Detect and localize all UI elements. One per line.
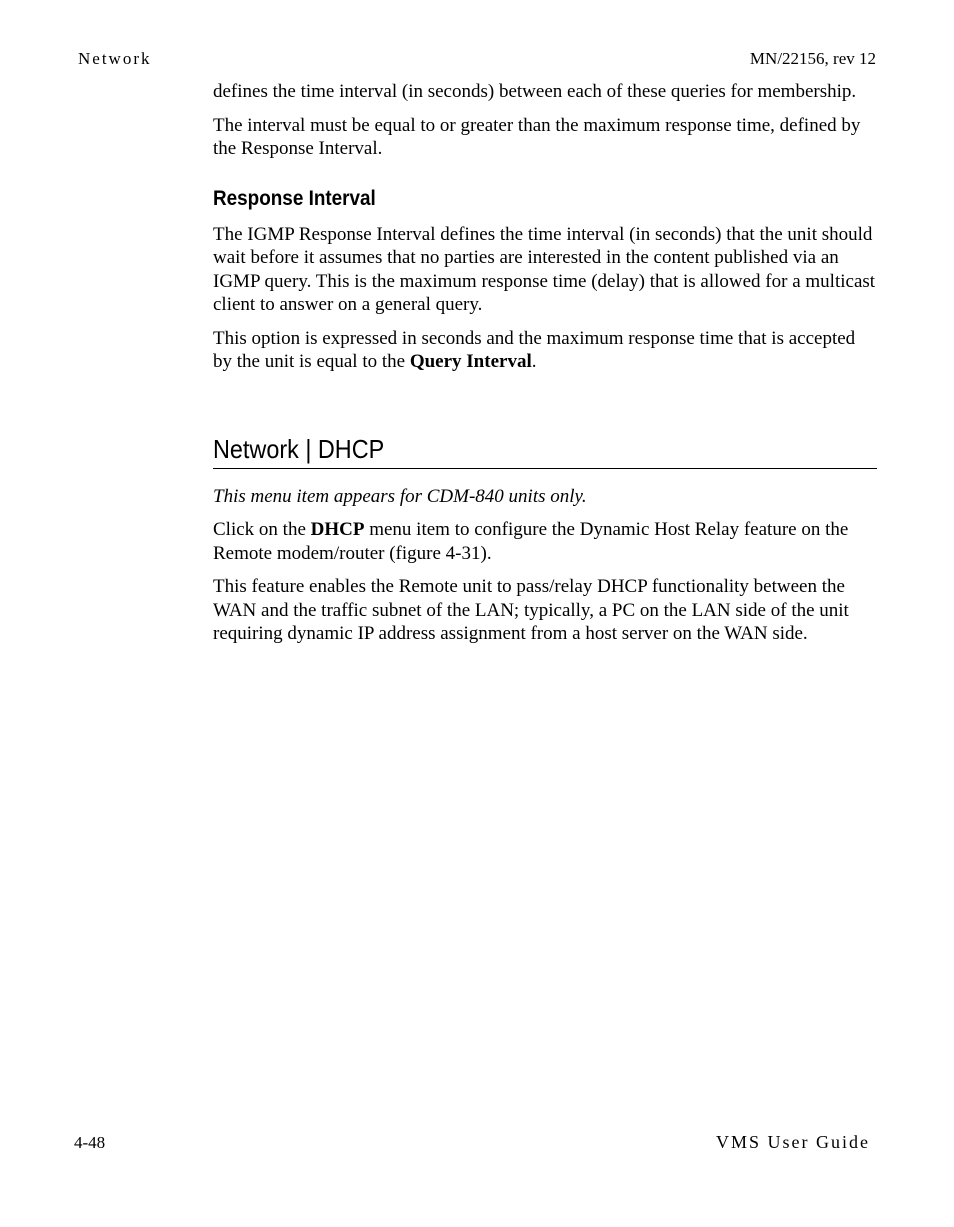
paragraph-dhcp-click — [213, 518, 877, 565]
paragraph-query-interval-cont: defines the time interval (in seconds) between each of these queries for membership. — [213, 81, 857, 102]
text: This option is expressed in seconds and the maximum response time that is accepted by the unit is equal to the — [213, 327, 856, 372]
text: menu item to configure the Dynamic Host Relay feature on the Remote modem/router (figure 4-31). — [213, 519, 849, 564]
paragraph-dhcp-feature: This feature enables the Remote unit to pass/relay DHCP functionality between the WAN and the traffic subnet of the LAN; typically, a PC on the LAN side of the unit requiring dynamic IP address assignment from a host server on the WAN side. — [213, 576, 849, 644]
paragraph-response-interval: The IGMP Response Interval defines the time interval (in seconds) that the unit should wait before it assumes that no parties are interested in the content published via an IGMP query. This is the maximum response time (delay) that is allowed for a multicast client to answer on a general query. — [213, 223, 876, 315]
page-content — [213, 80, 877, 656]
heading-response-interval: Response Interval — [213, 186, 376, 210]
bold-dhcp: DHCP — [310, 519, 365, 540]
running-header-section: Network — [78, 49, 152, 68]
text: Click on the — [213, 519, 311, 540]
heading-network-dhcp: Network | DHCP — [213, 433, 385, 464]
heading-rule — [213, 468, 877, 469]
bold-query-interval: Query Interval — [409, 351, 532, 372]
page-number: 4-48 — [74, 1133, 106, 1152]
running-header-docref: MN/22156, rev 12 — [749, 49, 876, 68]
footer-guide-title: VMS User Guide — [716, 1132, 870, 1152]
text: . — [531, 351, 537, 372]
paragraph-response-seconds — [213, 327, 877, 374]
paragraph-interval-rule: The interval must be equal to or greater than the maximum response time, defined by the Response Interval. — [213, 114, 861, 159]
paragraph-cdm840-note: This menu item appears for CDM-840 units only. — [213, 485, 587, 507]
